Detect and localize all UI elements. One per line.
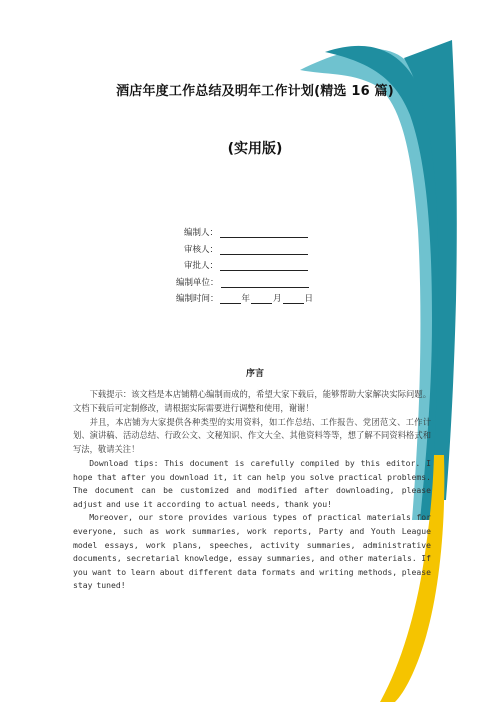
time-row xyxy=(176,291,313,308)
unit-label: 编制单位： xyxy=(176,277,219,288)
year-field[interactable] xyxy=(220,293,241,304)
compiler-row xyxy=(176,225,313,242)
approver-row xyxy=(176,258,313,275)
preface-paragraph-1: 下载提示：该文档是本店铺精心编制而成的，希望大家下载后，能够帮助大家解决实际问题。文档下载后可定制修改，请根据实际需要进行调整和使用，谢谢！ xyxy=(73,389,431,413)
document-title: 酒店年度工作总结及明年工作计划(精选 16 篇) xyxy=(116,84,394,99)
preface-body xyxy=(73,388,431,593)
preface-heading: 序言 xyxy=(245,369,264,379)
reviewer-field[interactable] xyxy=(220,244,308,255)
preface-paragraph-2: 并且，本店铺为大家提供各种类型的实用资料，如工作总结、工作报告、党团范文、工作计划、演讲稿、活动总结、行政公文、文秘知识、作文大全、其他资料等等，想了解不同资料格式和写法，敬请关注！ xyxy=(73,416,431,455)
unit-row xyxy=(176,275,313,292)
year-unit: 年 xyxy=(241,294,251,304)
reviewer-label: 审核人： xyxy=(184,244,219,255)
unit-field[interactable] xyxy=(221,277,309,288)
approver-field[interactable] xyxy=(220,260,308,271)
reviewer-row xyxy=(176,242,313,259)
approver-label: 审批人： xyxy=(184,261,219,271)
document-info-form xyxy=(176,225,313,308)
preface-paragraph-4: Moreover, our store provides various types of practical materials for everyone, such as work summaries, work reports, Party and Youth League model essays, work plans, speeches, activity summaries, administrative documents, secretarial knowledge, essay summaries, and other materials. If you want to learn about different data formats and writing methods, please stay tuned! xyxy=(73,512,431,591)
document-subtitle: (实用版) xyxy=(227,141,283,157)
time-label: 编制时间： xyxy=(176,294,219,304)
compiler-label: 编制人： xyxy=(184,228,219,238)
month-unit: 月 xyxy=(273,294,282,304)
day-unit: 日 xyxy=(304,294,314,304)
compiler-field[interactable] xyxy=(220,227,308,238)
preface-paragraph-3: Download tips: This document is carefully compiled by this editor. I hope that after you download it, it can help you solve practical problems. The document can be customized and modified after downloading, please adjust and use it according to actual needs, thank you! xyxy=(73,457,431,509)
day-field[interactable] xyxy=(283,293,304,304)
month-field[interactable] xyxy=(251,293,272,304)
